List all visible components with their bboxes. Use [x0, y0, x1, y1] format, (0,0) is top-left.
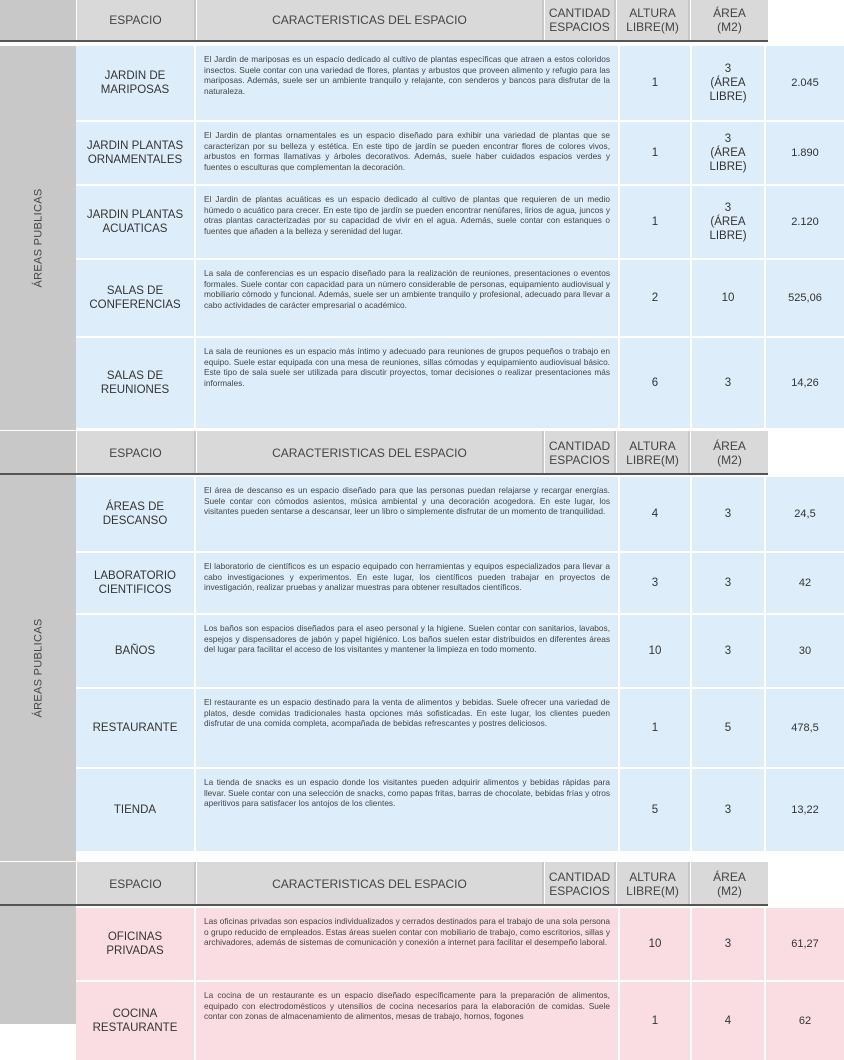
space-name: BAÑOS	[76, 615, 194, 687]
space-name: LABORATORIO CIENTIFICOS	[76, 553, 194, 613]
side-label-text: ÁREAS PUBLICAS	[32, 188, 44, 288]
space-quantity: 1	[620, 122, 690, 184]
space-area: 30	[766, 615, 844, 687]
header-divider	[0, 40, 768, 42]
header-divider	[0, 473, 768, 475]
table-row	[76, 689, 819, 767]
header-espacio: ESPACIO	[76, 0, 194, 42]
section-side-label	[0, 475, 76, 861]
space-description: La tienda de snacks es un espacio donde los visitantes pueden adquirir alimentos y bebidas rápidas para llevar. Suele contar con una selección de snacks, como papas fritas, barras de chocolate, bebidas frías y otros aperitivos para satisfacer los antojos de los clientes.	[196, 769, 618, 851]
space-name: TIENDA	[76, 769, 194, 851]
space-name: COCINA RESTAURANTE	[76, 982, 194, 1060]
header-divider	[0, 904, 768, 906]
space-description: Las oficinas privadas son espacios individualizados y cerrados destinados para el trabajo de una sola persona o grupo reducido de empleados. Estas áreas suelen contar con mobiliario de trabajo, como escritorios, sillas y archivadores, además de sistemas de comunicación y conexión a internet para facilitar el desempeño laboral.	[196, 908, 618, 980]
space-name: JARDIN PLANTAS ACUATICAS	[76, 186, 194, 258]
section-side-label	[0, 906, 76, 1024]
header-caracteristicas: CARACTERISTICAS DEL ESPACIO	[196, 862, 542, 906]
table-row	[76, 477, 816, 551]
table-header	[0, 431, 768, 475]
space-quantity: 1	[620, 982, 690, 1060]
space-height: 4	[692, 982, 764, 1060]
header-altura: ALTURA LIBRE(M)	[616, 431, 688, 475]
table-row	[76, 122, 819, 184]
header-corner	[0, 862, 76, 906]
header-espacio: ESPACIO	[76, 431, 194, 475]
space-area: 478,5	[766, 689, 844, 767]
space-name: JARDIN PLANTAS ORNAMENTALES	[76, 122, 194, 184]
space-description: El Jardin de plantas acuáticas es un espacio dedicado al cultivo de plantas que requieren de un medio húmedo o acuático para crecer. En este tipo de jardín se pueden encontrar nenúfares, lirios de agua, juncos y otras plantas caracterizadas por su capacidad de vivir en el agua. Además, suele contar con estanques o fuentes que añaden a la belleza y serenidad del lugar.	[196, 186, 618, 258]
space-area: 2.120	[766, 186, 844, 258]
space-description: La cocina de un restaurante es un espacio diseñado específicamente para la preparación de alimentos, equipado con electrodomésticos y utensilios de cocina necesarios para la elaboración de comidas. Suele contar con zonas de almacenamiento de alimentos, mesas de trabajo, hornos, fogones	[196, 982, 618, 1060]
side-label-text: ÁREAS PUBLICAS	[32, 618, 44, 718]
space-name: RESTAURANTE	[76, 689, 194, 767]
space-quantity: 3	[620, 553, 690, 613]
table-row	[76, 186, 819, 258]
space-name: OFICINAS PRIVADAS	[76, 908, 194, 980]
space-description: Los baños son espacios diseñados para el aseo personal y la higiene. Suelen contar con sanitarios, lavabos, espejos y dispensadores de jabón y papel higiénico. Los baños suelen estar distribuidos en diferentes áreas del lugar para facilitar el acceso de los visitantes y mantener la limpieza en todo momento.	[196, 615, 618, 687]
space-area: 1.890	[766, 122, 844, 184]
space-quantity: 1	[620, 46, 690, 120]
header-cantidad: CANTIDAD ESPACIOS	[544, 0, 614, 42]
space-height: 3	[692, 615, 764, 687]
space-area: 13,22	[766, 769, 844, 851]
space-name: JARDIN DE MARIPOSAS	[76, 46, 194, 120]
table-header	[0, 0, 768, 42]
table-header	[0, 862, 768, 906]
header-altura: ALTURA LIBRE(M)	[616, 862, 688, 906]
space-height: 10	[692, 260, 764, 336]
space-quantity: 1	[620, 689, 690, 767]
space-height: 3	[692, 553, 764, 613]
space-height: 3 (ÁREA LIBRE)	[692, 186, 764, 258]
space-quantity: 5	[620, 769, 690, 851]
header-espacio: ESPACIO	[76, 862, 194, 906]
space-name: SALAS DE CONFERENCIAS	[76, 260, 194, 336]
table-row	[76, 982, 812, 1060]
space-area: 62	[766, 982, 844, 1060]
header-area: ÁREA (M2)	[690, 862, 768, 906]
space-height: 3	[692, 908, 764, 980]
section-side-label	[0, 46, 76, 430]
header-area: ÁREA (M2)	[690, 0, 768, 42]
header-corner	[0, 431, 76, 475]
space-area: 525,06	[766, 260, 844, 336]
space-description: El Jardin de mariposas es un espacio dedicado al cultivo de plantas específicas que atraen a estos coloridos insectos. Suele contar con una variedad de flores, plantas y arbustos que proveen alimento y refugio para las mariposas. Además, suele ser un ambiente tranquilo y relajante, con senderos y bancos para disfrutar de la naturaleza.	[196, 46, 618, 120]
space-description: El restaurante es un espacio destinado para la venta de alimentos y bebidas. Suele ofrecer una variedad de platos, desde comidas tradicionales hasta opciones más sofisticadas. En este lugar, los clientes pueden disfrutar de una comida completa, acompañada de bebidas refrescantes y postres deliciosos.	[196, 689, 618, 767]
table-row	[76, 553, 812, 613]
table-row	[76, 338, 819, 428]
space-description: El laboratorio de científicos es un espacio equipado con herramientas y equipos especializados para llevar a cabo investigaciones y experimentos. En este lugar, los científicos pueden trabajar en proyectos de investigación, realizar pruebas y analizar muestras para obtener resultados científicos.	[196, 553, 618, 613]
space-quantity: 4	[620, 477, 690, 551]
space-quantity: 2	[620, 260, 690, 336]
header-caracteristicas: CARACTERISTICAS DEL ESPACIO	[196, 431, 542, 475]
header-cantidad: CANTIDAD ESPACIOS	[544, 431, 614, 475]
space-quantity: 10	[620, 908, 690, 980]
table-row	[76, 615, 812, 687]
space-height: 3 (ÁREA LIBRE)	[692, 122, 764, 184]
space-name: SALAS DE REUNIONES	[76, 338, 194, 428]
space-description: La sala de reuniones es un espacio más íntimo y adecuado para reuniones de grupos pequeños o trabajo en equipo. Suele estar equipada con una mesa de reuniones, sillas cómodas y equipamiento audiovisual básico. Este tipo de sala suele ser utilizada para discutir proyectos, tomar decisiones o realizar presentaciones más informales.	[196, 338, 618, 428]
space-quantity: 10	[620, 615, 690, 687]
space-area: 2.045	[766, 46, 844, 120]
space-quantity: 1	[620, 186, 690, 258]
header-caracteristicas: CARACTERISTICAS DEL ESPACIO	[196, 0, 542, 42]
space-height: 5	[692, 689, 764, 767]
table-row	[76, 46, 819, 120]
space-area: 24,5	[766, 477, 844, 551]
header-area: ÁREA (M2)	[690, 431, 768, 475]
table-row	[76, 260, 822, 336]
table-row	[76, 908, 819, 980]
space-description: El Jardin de plantas ornamentales es un espacio diseñado para exhibir una variedad de plantas que se caracterizan por su belleza y estética. En este tipo de jardín se pueden encontrar flores de colores vivos, arbustos en formas llamativas y árboles decorativos. Además, suele haber cuidados espacios verdes y fuentes o esculturas que complementan la decoración.	[196, 122, 618, 184]
header-altura: ALTURA LIBRE(M)	[616, 0, 688, 42]
space-area: 42	[766, 553, 844, 613]
header-corner	[0, 0, 76, 42]
space-quantity: 6	[620, 338, 690, 428]
space-area: 61,27	[766, 908, 844, 980]
header-cantidad: CANTIDAD ESPACIOS	[544, 862, 614, 906]
space-height: 3	[692, 477, 764, 551]
space-height: 3	[692, 769, 764, 851]
space-height: 3 (ÁREA LIBRE)	[692, 46, 764, 120]
space-description: La sala de conferencias es un espacio diseñado para la realización de reuniones, presentaciones o eventos formales. Suele contar con capacidad para un número considerable de personas, equipamiento audiovisual y mobiliario cómodo y funcional. Además, suele ser un ambiente tranquilo y profesional, adecuado para llevar a cabo actividades de carácter empresarial o académico.	[196, 260, 618, 336]
table-row	[76, 769, 819, 851]
space-height: 3	[692, 338, 764, 428]
space-name: ÁREAS DE DESCANSO	[76, 477, 194, 551]
space-area: 14,26	[766, 338, 844, 428]
space-description: El área de descanso es un espacio diseñado para que las personas puedan relajarse y recargar energías. Suele contar con cómodos asientos, música ambiental y una decoración acogedora. En este lugar, los visitantes pueden sentarse a descansar, leer un libro o simplemente disfrutar de un momento de tranquilidad.	[196, 477, 618, 551]
